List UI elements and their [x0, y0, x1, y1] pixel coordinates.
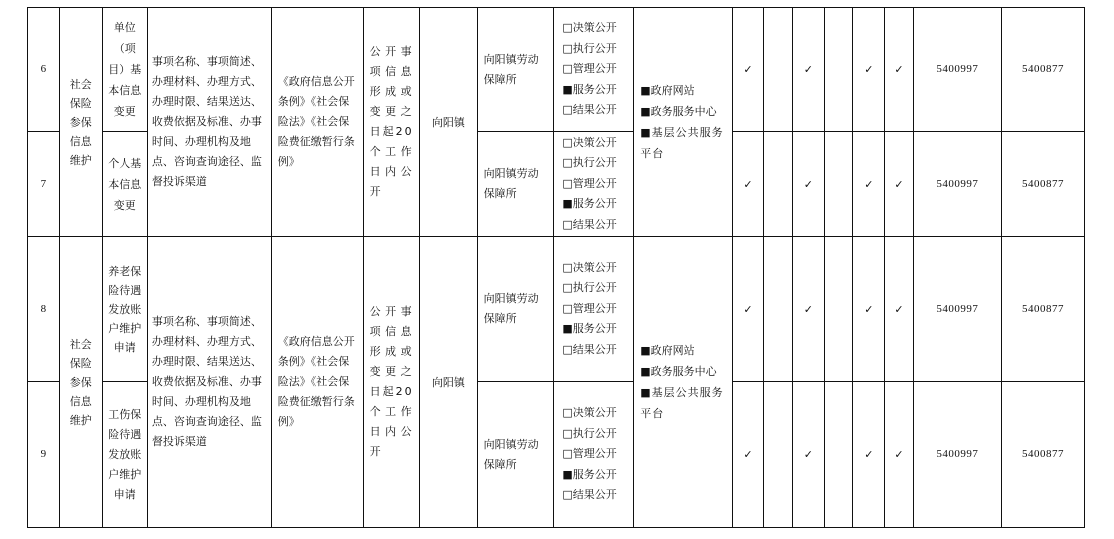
- option-management: □管理公开: [562, 447, 617, 461]
- channel-grassroots-platform: ■基层公共服务平台: [640, 126, 724, 160]
- check-mark: [824, 237, 853, 382]
- legal-basis: 《政府信息公开条例》《社会保险法》《社会保险费征缴暂行条例》: [277, 335, 355, 428]
- basis-cell: [271, 237, 363, 528]
- check-mark: ✓: [793, 8, 825, 132]
- disclosure-content: 事项名称、事项简述、办理材料、办理方式、办理时限、结果送达、收费依据及标准、办事时间、办理机构及地点、咨询查询途径、监督投诉渠道: [151, 315, 262, 448]
- option-execution: □执行公开: [562, 426, 617, 440]
- sub-item: 个人基本信息变更: [108, 156, 142, 212]
- sub-item-cell: [102, 132, 147, 237]
- option-service: ■服务公开: [562, 197, 617, 211]
- phone-number: 5400877: [1001, 132, 1084, 237]
- period-cell: [363, 8, 419, 237]
- check-mark: ✓: [885, 237, 914, 382]
- phone-number: 5400877: [1001, 8, 1084, 132]
- option-management: □管理公开: [562, 301, 617, 315]
- disclosure-subject: 向阳镇劳动保障所: [483, 167, 539, 200]
- disclosure-subject: 向阳镇劳动保障所: [483, 292, 539, 325]
- check-mark: ✓: [732, 382, 764, 528]
- disclosure-level: 向阳镇: [431, 375, 465, 389]
- check-mark: ✓: [853, 8, 885, 132]
- check-mark: ✓: [853, 382, 885, 528]
- channel-gov-website: ■政府网站: [640, 344, 695, 357]
- check-mark: ✓: [732, 237, 764, 382]
- check-mark: [764, 132, 793, 237]
- option-decision: □决策公开: [562, 260, 617, 274]
- period-cell: [363, 237, 419, 528]
- check-mark: [824, 132, 853, 237]
- channels-cell: [634, 237, 732, 528]
- basis-cell: [271, 8, 363, 237]
- option-management: □管理公开: [562, 62, 617, 76]
- check-mark: ✓: [853, 237, 885, 382]
- disclosure-content: 事项名称、事项简述、办理材料、办理方式、办理时限、结果送达、收费依据及标准、办事时间、办理机构及地点、咨询查询途径、监督投诉渠道: [151, 55, 262, 188]
- sub-item: 养老保险待遇发放账户维护申请: [108, 264, 142, 354]
- sub-item-cell: [102, 8, 147, 132]
- option-execution: □执行公开: [562, 281, 617, 295]
- category-cell: [59, 237, 102, 528]
- subject-cell: [477, 382, 554, 528]
- check-mark: ✓: [793, 237, 825, 382]
- row-number: 6: [28, 8, 60, 132]
- content-cell: [147, 8, 271, 237]
- sub-item: 工伤保险待遇发放账户维护申请: [108, 407, 142, 501]
- option-decision: □决策公开: [562, 406, 617, 420]
- option-result: □结果公开: [562, 103, 617, 117]
- option-service: ■服务公开: [562, 467, 617, 481]
- phone-number: 5400997: [913, 8, 1001, 132]
- legal-basis: 《政府信息公开条例》《社会保险法》《社会保险费征缴暂行条例》: [277, 75, 355, 168]
- row-number: 7: [28, 132, 60, 237]
- category: 社会保险参保信息维护: [69, 77, 92, 167]
- sub-item-cell: [102, 382, 147, 528]
- check-mark: ✓: [885, 8, 914, 132]
- options-cell: [554, 382, 634, 528]
- row-number: 9: [28, 382, 60, 528]
- content-cell: [147, 237, 271, 528]
- option-execution: □执行公开: [562, 156, 617, 170]
- channel-service-center: ■政务服务中心: [640, 365, 717, 378]
- row-number: 8: [28, 237, 60, 382]
- check-mark: ✓: [885, 382, 914, 528]
- check-mark: [764, 382, 793, 528]
- disclosure-subject: 向阳镇劳动保障所: [483, 437, 539, 471]
- phone-number: 5400997: [913, 237, 1001, 382]
- channel-grassroots-platform: ■基层公共服务平台: [640, 386, 724, 420]
- check-mark: ✓: [732, 8, 764, 132]
- table-row: [28, 237, 1085, 382]
- phone-number: 5400877: [1001, 237, 1084, 382]
- subject-cell: [477, 132, 554, 237]
- options-cell: [554, 237, 634, 382]
- check-mark: [824, 8, 853, 132]
- check-mark: ✓: [885, 132, 914, 237]
- check-mark: [824, 382, 853, 528]
- category: 社会保险参保信息维护: [69, 337, 92, 427]
- table-row: [28, 8, 1085, 132]
- phone-number: 5400877: [1001, 382, 1084, 528]
- option-decision: □决策公开: [562, 21, 617, 35]
- check-mark: [764, 237, 793, 382]
- disclosure-period: 公开事项信息形成或变更之日起20个工作日内公开: [369, 45, 414, 198]
- subject-cell: [477, 237, 554, 382]
- channel-gov-website: ■政府网站: [640, 84, 695, 97]
- check-mark: ✓: [853, 132, 885, 237]
- channel-service-center: ■政务服务中心: [640, 105, 717, 118]
- option-decision: □决策公开: [562, 135, 617, 149]
- check-mark: [764, 8, 793, 132]
- phone-number: 5400997: [913, 382, 1001, 528]
- option-management: □管理公开: [562, 176, 617, 190]
- option-service: ■服务公开: [562, 82, 617, 96]
- channels-cell: [634, 8, 732, 237]
- options-cell: [554, 8, 634, 132]
- check-mark: ✓: [793, 382, 825, 528]
- check-mark: ✓: [732, 132, 764, 237]
- option-result: □结果公开: [562, 488, 617, 502]
- level-cell: [420, 8, 477, 237]
- subject-cell: [477, 8, 554, 132]
- option-service: ■服务公开: [562, 322, 617, 336]
- phone-number: 5400997: [913, 132, 1001, 237]
- disclosure-period: 公开事项信息形成或变更之日起20个工作日内公开: [369, 305, 414, 458]
- disclosure-table: [27, 7, 1085, 528]
- options-cell: [554, 132, 634, 237]
- option-result: □结果公开: [562, 217, 617, 231]
- disclosure-subject: 向阳镇劳动保障所: [483, 52, 539, 86]
- disclosure-level: 向阳镇: [431, 115, 465, 129]
- sub-item-cell: [102, 237, 147, 382]
- level-cell: [420, 237, 477, 528]
- option-execution: □执行公开: [562, 41, 617, 55]
- option-result: □结果公开: [562, 342, 617, 356]
- category-cell: [59, 8, 102, 237]
- sub-item: 单位（项目）基本信息变更: [108, 21, 142, 118]
- check-mark: ✓: [793, 132, 825, 237]
